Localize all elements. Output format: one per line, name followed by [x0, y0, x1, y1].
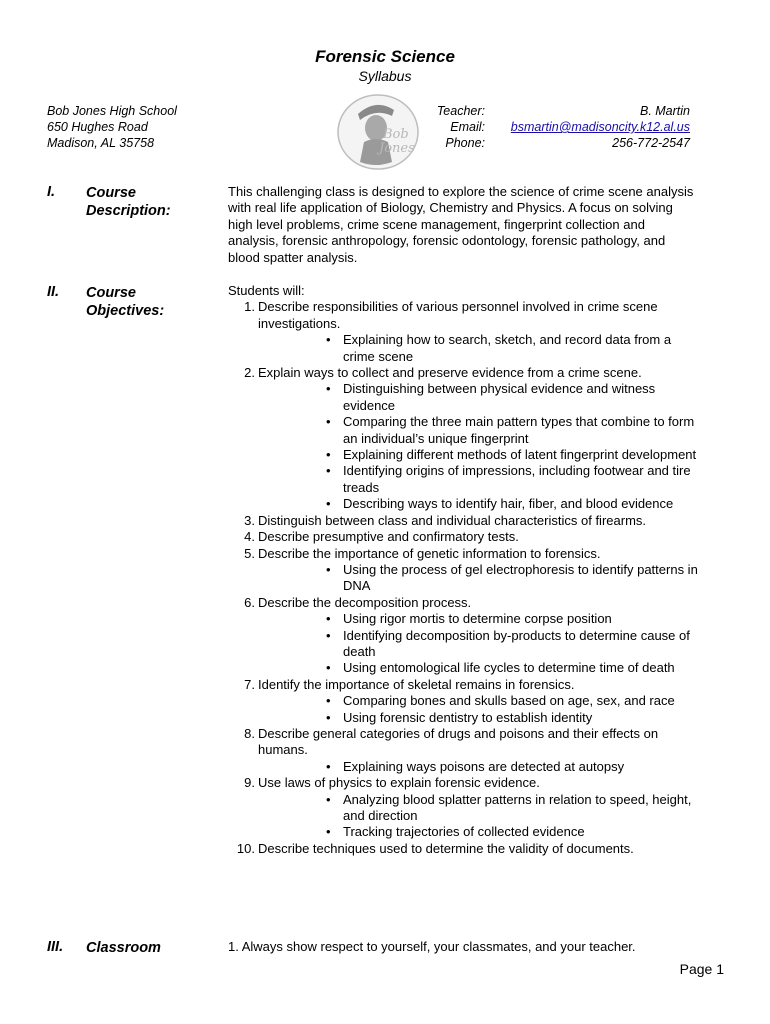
- school-address: [47, 103, 177, 151]
- email-label: Email:: [450, 120, 485, 134]
- objective-item: [228, 529, 698, 545]
- bullet-icon: •: [326, 791, 331, 807]
- objective-item: [228, 726, 698, 775]
- objective-text: Describe responsibilities of various personnel involved in crime scene investigations.: [258, 299, 658, 331]
- objective-text: Describe the importance of genetic information to forensics.: [258, 545, 601, 561]
- objectives-list: [228, 299, 698, 857]
- objective-subpoints: [258, 792, 698, 841]
- objective-number: 5.: [244, 545, 255, 561]
- objective-subpoint: [313, 628, 698, 661]
- subpoint-text: Analyzing blood splatter patterns in relation to speed, height, and direction: [343, 791, 692, 823]
- objective-text: Describe general categories of drugs and poisons and their effects on humans.: [258, 725, 659, 758]
- course-objectives: [228, 283, 698, 857]
- objective-text: Distinguish between class and individual characteristics of firearms.: [258, 512, 647, 528]
- objective-subpoints: [258, 562, 698, 595]
- section-2-title-line1: Course: [86, 285, 136, 301]
- objective-item: [228, 299, 698, 365]
- page-number: Page 1: [679, 961, 724, 977]
- objective-text: Describe techniques used to determine the validity of documents.: [258, 840, 634, 856]
- objective-subpoint: [313, 792, 698, 825]
- course-description: This challenging class is designed to explore the science of crime scene analysis with real life application of Biology, Chemistry and Physics. A focus on solving high level problems, crime scene management, fingerprint collection and analysis, forensic anthropology, forensic odontology, forensic pathology, and blood spatter analysis.: [228, 184, 694, 265]
- school-street: 650 Hughes Road: [47, 120, 148, 134]
- objective-item: [228, 546, 698, 595]
- objective-subpoint: [313, 562, 698, 595]
- bullet-icon: •: [326, 709, 331, 725]
- bullet-icon: •: [326, 611, 331, 627]
- objective-text: Identify the importance of skeletal remains in forensics.: [258, 676, 575, 692]
- subpoint-text: Describing ways to identify hair, fiber, and blood evidence: [343, 496, 674, 512]
- subpoint-text: Using rigor mortis to determine corpse position: [343, 611, 612, 627]
- subpoint-text: Identifying decomposition by-products to determine cause of death: [343, 627, 690, 659]
- objective-number: 6.: [244, 594, 255, 610]
- objective-subpoint: [313, 332, 698, 365]
- teacher-value: B. Martin: [639, 104, 690, 118]
- bullet-icon: •: [326, 627, 331, 643]
- phone-row: [400, 135, 690, 151]
- contact-block: [400, 103, 690, 151]
- subpoint-text: Using the process of gel electrophoresis to identify patterns in DNA: [343, 561, 698, 594]
- objective-text: Describe the decomposition process.: [258, 594, 472, 610]
- objective-text: Explain ways to collect and preserve evidence from a crime scene.: [258, 365, 642, 381]
- objective-text: Use laws of physics to explain forensic evidence.: [258, 775, 540, 791]
- objective-subpoints: [258, 759, 698, 775]
- objective-number: 2.: [244, 365, 255, 381]
- objectives-intro: Students will:: [228, 283, 305, 298]
- objective-subpoints: [258, 611, 698, 677]
- subpoint-text: Explaining how to search, sketch, and record data from a crime scene: [343, 332, 672, 364]
- email-row: [400, 119, 690, 135]
- objective-subpoints: [258, 381, 698, 512]
- section-1-title-line1: Course: [86, 185, 136, 201]
- bullet-icon: •: [326, 824, 331, 840]
- objective-item: [228, 365, 698, 513]
- objective-subpoint: [313, 611, 698, 627]
- section-1-title-line2: Description:: [86, 203, 171, 219]
- subpoint-text: Distinguishing between physical evidence and witness evidence: [343, 381, 656, 413]
- objective-subpoint: [313, 824, 698, 840]
- document-subtitle: Syllabus: [358, 68, 412, 84]
- section-2-title: [86, 284, 164, 320]
- objective-text: Describe presumptive and confirmatory tests.: [258, 529, 519, 545]
- objective-number: 4.: [244, 529, 255, 545]
- objective-item: [228, 513, 698, 529]
- objective-subpoint: [313, 710, 698, 726]
- objective-subpoint: [313, 660, 698, 676]
- subpoint-text: Tracking trajectories of collected evidence: [343, 824, 585, 840]
- phone-label: Phone:: [445, 136, 485, 150]
- section-3-number: III.: [47, 939, 64, 955]
- objective-subpoint: [313, 381, 698, 414]
- bullet-icon: •: [326, 414, 331, 430]
- objective-subpoint: [313, 693, 698, 709]
- objective-subpoints: [258, 332, 698, 365]
- objective-item: [228, 841, 698, 857]
- objective-item: [228, 677, 698, 726]
- section-2-number: II.: [47, 284, 60, 300]
- bullet-icon: •: [326, 693, 331, 709]
- teacher-row: [400, 103, 690, 119]
- subpoint-text: Using forensic dentistry to establish identity: [343, 709, 593, 725]
- subpoint-text: Identifying origins of impressions, including footwear and tire treads: [343, 463, 691, 495]
- email-link[interactable]: bsmartin@madisoncity.k12.al.us: [510, 120, 690, 134]
- subpoint-text: Using entomological life cycles to determine time of death: [343, 660, 675, 676]
- logo-text-1: Bob: [383, 127, 409, 142]
- teacher-label: Teacher:: [436, 104, 485, 118]
- objective-number: 7.: [244, 676, 255, 692]
- objective-subpoint: [313, 463, 698, 496]
- objective-number: 10.: [236, 840, 255, 856]
- classroom-rule-1: 1. Always show respect to yourself, your classmates, and your teacher.: [228, 939, 636, 954]
- section-1-number: I.: [47, 184, 56, 200]
- objective-number: 3.: [244, 512, 255, 528]
- objective-number: 8.: [244, 725, 255, 741]
- bullet-icon: •: [326, 332, 331, 348]
- bullet-icon: •: [326, 561, 331, 577]
- bullet-icon: •: [326, 381, 331, 397]
- objective-subpoint: [313, 447, 698, 463]
- section-2-title-line2: Objectives:: [86, 303, 165, 319]
- bullet-icon: •: [326, 496, 331, 512]
- objective-subpoint: [313, 496, 698, 512]
- section-1-title: [86, 184, 171, 220]
- objective-number: 1.: [244, 299, 255, 315]
- logo-text-2: Jones: [379, 141, 415, 156]
- school-city: Madison, AL 35758: [47, 136, 155, 150]
- subpoint-text: Explaining different methods of latent fingerprint development: [343, 447, 697, 463]
- document-title: Forensic Science: [315, 47, 455, 66]
- school-name: Bob Jones High School: [47, 104, 177, 118]
- objective-subpoints: [258, 693, 698, 726]
- objective-subpoint: [313, 759, 698, 775]
- bullet-icon: •: [326, 660, 331, 676]
- objective-item: [228, 775, 698, 841]
- objective-number: 9.: [244, 775, 255, 791]
- objective-item: [228, 595, 698, 677]
- phone-value: 256-772-2547: [612, 136, 690, 150]
- subpoint-text: Explaining ways poisons are detected at autopsy: [343, 758, 625, 774]
- bullet-icon: •: [326, 463, 331, 479]
- bullet-icon: •: [326, 447, 331, 463]
- section-3-title: Classroom: [86, 940, 161, 956]
- subpoint-text: Comparing bones and skulls based on age, sex, and race: [343, 693, 675, 709]
- subpoint-text: Comparing the three main pattern types that combine to form an individual’s unique fingerprint: [343, 414, 695, 446]
- bullet-icon: •: [326, 758, 331, 774]
- objective-subpoint: [313, 414, 698, 447]
